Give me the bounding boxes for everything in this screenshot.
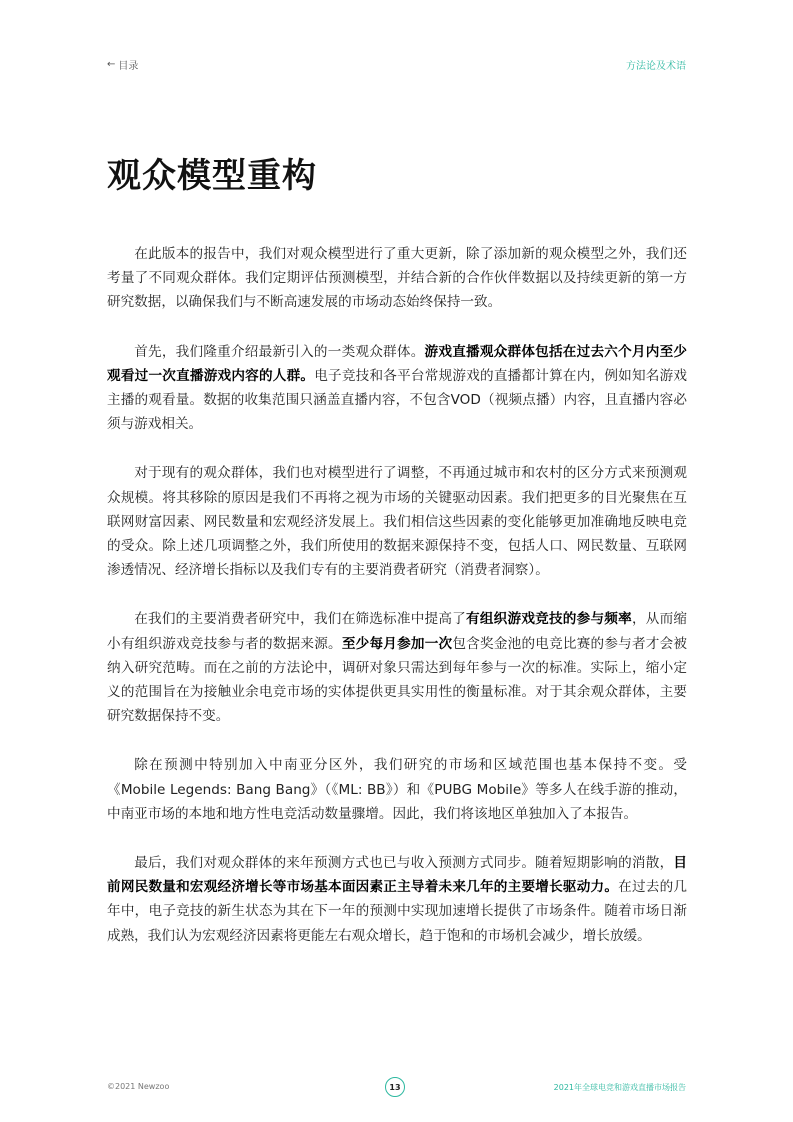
report-title-link[interactable]: 2021年全球电竞和游戏直播市场报告 (553, 1083, 686, 1092)
emphasis-text: 游戏直播观众群体包括在过去六个月内至少观看过一次直播游戏内容的人群。 (107, 343, 688, 384)
emphasis-text: 至少每月参加一次 (341, 635, 453, 652)
back-arrow-icon: ← (107, 59, 116, 70)
emphasis-text: 有组织游戏竞技的参与频率 (466, 611, 632, 628)
back-link-label: 目录 (118, 61, 139, 72)
back-to-contents-link[interactable] (107, 57, 138, 72)
copyright: ©2021 Newzoo (107, 1082, 170, 1091)
section-link[interactable]: 方法论及术语 (626, 61, 686, 72)
paragraph: 首先，我们隆重介绍最新引入的一类观众群体。游戏直播观众群体包括在过去六个月内至少观看过一次直播游戏内容的人群。电子竞技和各平台常规游戏的直播都计算在内，例如知名游戏主播的观看量。数据的收集范围只涵盖直播内容，不包含VOD（视频点播）内容，且直播内容必须与游戏相关。 (107, 343, 688, 433)
paragraph: 除在预测中特别加入中南亚分区外，我们研究的市场和区域范围也基本保持不变。受《Mobile Legends: Bang Bang》（《ML: BB》）和《PUBG Mobile》等多人在线手游的推动，中南亚市场的本地和地方性电竞活动数量骤增。因此，我们将该地区单独加入了本报告。 (107, 757, 687, 822)
page-title: 观众模型重构 (107, 156, 317, 196)
page-number-badge (385, 1077, 405, 1097)
paragraph: 最后，我们对观众群体的来年预测方式也已与收入预测方式同步。随着短期影响的消散，目前网民数量和宏观经济增长等市场基本面因素正主导着未来几年的主要增长驱动力。在过去的几年中，电子竞技的新生状态为其在下一年的预测中实现加速增长提供了市场条件。随着市场日渐成熟，我们认为宏观经济因素将更能左右观众增长，趋于饱和的市场机会减少，增长放缓。 (107, 855, 688, 944)
body-text (107, 242, 687, 973)
emphasis-text: 目前网民数量和宏观经济增长等市场基本面因素正主导着未来几年的主要增长驱动力。 (107, 855, 687, 896)
paragraph: 在此版本的报告中，我们对观众模型进行了重大更新，除了添加新的观众模型之外，我们还考量了不同观众群体。我们定期评估预测模型，并结合新的合作伙伴数据以及持续更新的第一方研究数据，以确保我们与不断高速发展的市场动态始终保持一致。 (107, 246, 687, 311)
page-number: 13 (389, 1082, 401, 1092)
paragraph: 对于现有的观众群体，我们也对模型进行了调整，不再通过城市和农村的区分方式来预测观众规模。将其移除的原因是我们不再将之视为市场的关键驱动因素。我们把更多的目光聚焦在互联网财富因素、网民数量和宏观经济发展上。我们相信这些因素的变化能够更加准确地反映电竞的受众。除上述几项调整之外，我们所使用的数据来源保持不变，包括人口、网民数量、互联网渗透情况、经济增长指标以及我们专有的主要消费者研究（消费者洞察）。 (107, 465, 687, 579)
paragraph: 在我们的主要消费者研究中，我们在筛选标准中提高了有组织游戏竞技的参与频率，从而缩小有组织游戏竞技参与者的数据来源。至少每月参加一次包含奖金池的电竞比赛的参与者才会被纳入研究范畴。而在之前的方法论中，调研对象只需达到每年参与一次的标准。实际上，缩小定义的范围旨在为接触业余电竞市场的实体提供更具实用性的衡量标准。对于其余观众群体，主要研究数据保持不变。 (107, 611, 688, 725)
